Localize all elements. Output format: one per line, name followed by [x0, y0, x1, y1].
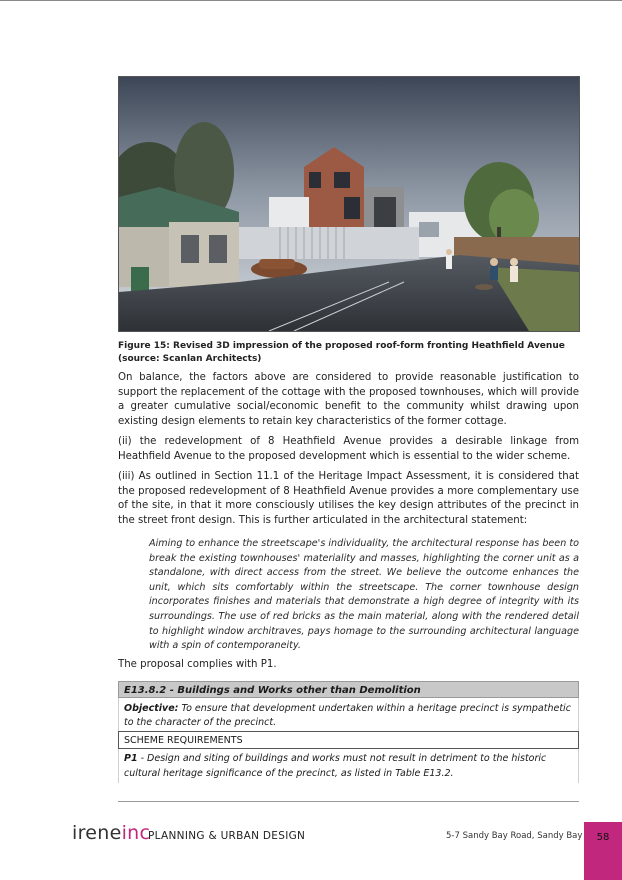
requirements-table [118, 681, 579, 783]
p1-row [118, 749, 579, 783]
table-heading: E13.8.2 - Buildings and Works other than Demolition [118, 681, 579, 698]
brand-main: irene [72, 822, 122, 844]
scheme-requirements-row: SCHEME REQUIREMENTS [118, 731, 579, 749]
paragraph-heritage: (iii) As outlined in Section 11.1 of the Heritage Impact Assessment, it is considered that the proposed redevelopment of 8 Heathfield Avenue provides a more complementary use of the site, in that it more consciously utilises the key design attributes of the precinct in the street front design. This is further articulated in the architectural statement: [118, 471, 579, 526]
brand-suffix: inc [121, 822, 151, 844]
brand-tagline: PLANNING & URBAN DESIGN [148, 830, 306, 842]
compliance-statement: The proposal complies with P1. [118, 659, 277, 670]
brand-logo [72, 822, 150, 844]
paragraph-balance: On balance, the factors above are considered to provide reasonable justification to support the replacement of the cottage with the proposed townhouses, which will provide a greater cumulative social/economic benefit to the community whilst drawing upon existing design elements to retain key characteristics of the former cottage. [118, 372, 579, 427]
page-footer [72, 818, 622, 880]
figure-image [118, 76, 580, 332]
page-number-box [584, 822, 622, 880]
architectural-statement-quote: Aiming to enhance the streetscape's individuality, the architectural response has been to break the existing townhouses' materiality and masses, highlighting the corner unit as a standalone, with direct access from the street. We believe the outcome enhances the unit, which sits comfortably within the streetscape. The corner townhouse design incorporates finishes and materials that demonstrate a high degree of integrity with its surroundings. The use of red bricks as the main material, along with the rendered detail to highlight window architraves, pays homage to the surrounding architectural language with a spin of contemporaneity. [149, 538, 579, 652]
paragraph-linkage: (ii) the redevelopment of 8 Heathfield Avenue provides a desirable linkage from Heathfield Avenue to the proposed development which is essential to the wider scheme. [118, 436, 579, 462]
page-number: 58 [596, 832, 610, 843]
p1-text: - Design and siting of buildings and works must not result in detriment to the historic cultural heritage significance of the precinct, as listed in Table E13.2. [124, 753, 547, 779]
top-rule [0, 0, 622, 1]
p1-label: P1 [124, 753, 138, 764]
footer-address: 5-7 Sandy Bay Road, Sandy Bay [446, 831, 583, 841]
objective-text: To ensure that development undertaken within a heritage precinct is sympathetic to the character of the precinct. [124, 703, 571, 728]
streetscape-rendering [119, 77, 579, 331]
footer-divider [118, 801, 579, 802]
objective-label: Objective: [124, 703, 179, 714]
objective-row [118, 698, 579, 731]
figure-caption: Figure 15: Revised 3D impression of the proposed roof-form fronting Heathfield Avenue (source: Scanlan Architects) [118, 341, 565, 364]
